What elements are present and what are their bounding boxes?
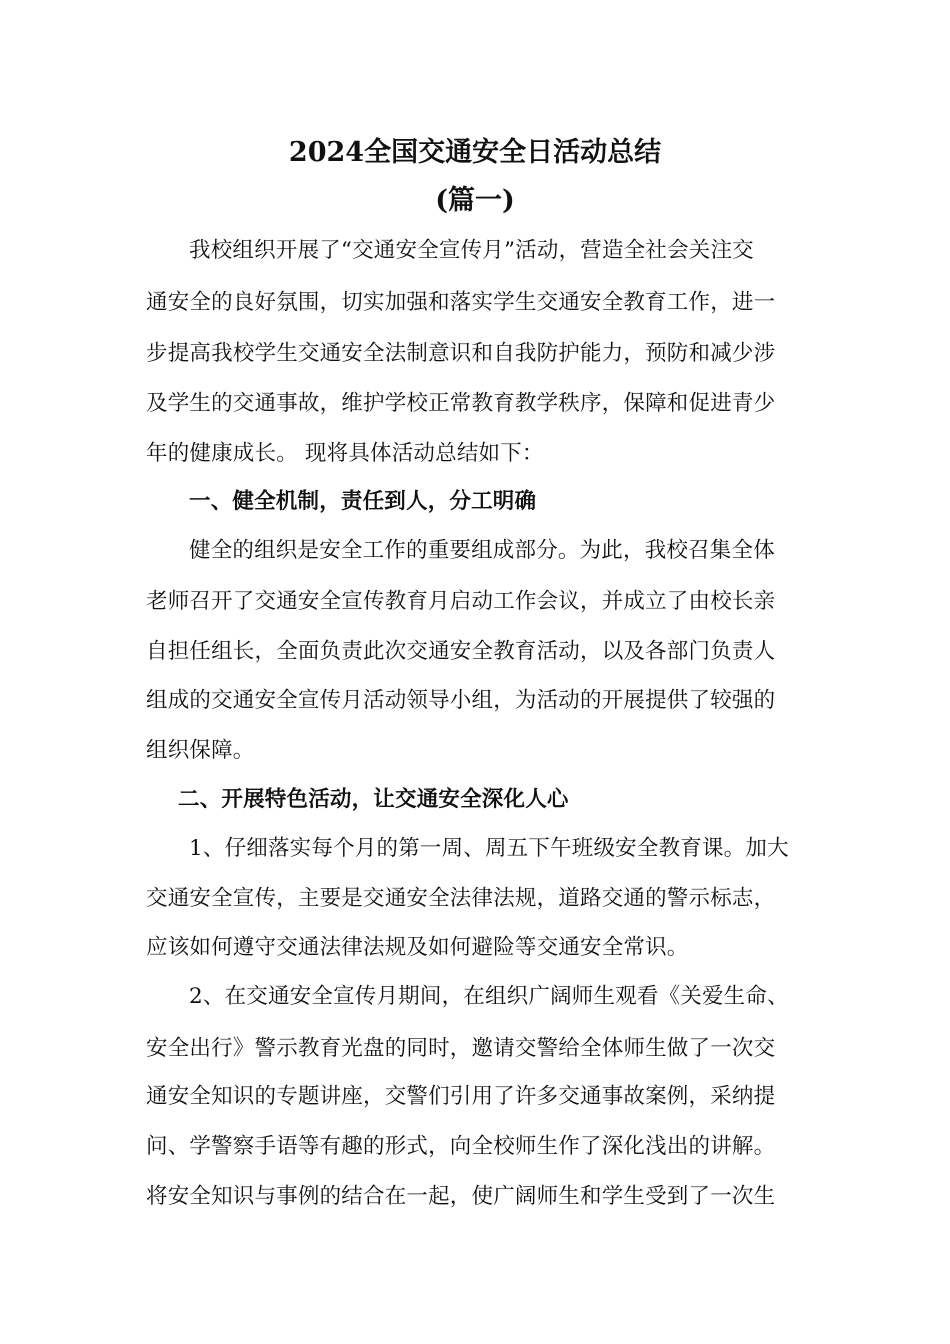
paragraph-line: 我校组织开展了“交通安全宣传月”活动，营造全社会关注交 [189,238,754,263]
paragraph-line: 交通安全宣传，主要是交通安全法律法规，道路交通的警示标志， [146,886,776,911]
paragraph-line: 步提高我校学生交通安全法制意识和自我防护能力，预防和减少涉 [146,341,776,366]
section-heading: 二、开展特色活动，让交通安全深化人心 [178,787,569,812]
paragraph-line: 应该如何遵守交通法律法规及如何避险等交通安全常识。 [146,935,689,960]
paragraph-line: 将安全知识与事例的结合在一起，使广阔师生和学生受到了一次生 [146,1184,776,1209]
paragraph-line: 通安全知识的专题讲座，交警们引用了许多交通事故案例，采纳提 [146,1084,776,1109]
paragraph-line: 健全的组织是安全工作的重要组成部分。为此，我校召集全体 [189,538,775,563]
paragraph-line: 问、学警察手语等有趣的形式，向全校师生作了深化浅出的讲解。 [146,1134,776,1159]
paragraph-line: 自担任组长，全面负责此次交通安全教育活动，以及各部门负责人 [146,639,776,664]
paragraph-line: 通安全的良好氛围，切实加强和落实学生交通安全教育工作，进一 [146,290,776,315]
paragraph-line: 老师召开了交通安全宣传教育月启动工作会议，并成立了由校长亲 [146,589,776,614]
paragraph-line: 2、在交通安全宣传月期间，在组织广阔师生观看《关爱生命、 [189,984,789,1009]
paragraph-line: 组成的交通安全宣传月活动领导小组，为活动的开展提供了较强的 [146,688,776,713]
paragraph-line: 组织保障。 [146,738,255,763]
section-heading: 一、健全机制，责任到人，分工明确 [189,489,537,514]
paragraph-line: 及学生的交通事故，维护学校正常教育教学秩序，保障和促进青少 [146,391,776,416]
paragraph-line: 年的健康成长。 现将具体活动总结如下： [146,441,544,466]
paragraph-line: 1、仔细落实每个月的第一周、周五下午班级安全教育课。加大 [189,836,789,861]
paragraph-line: 安全出行》警示教育光盘的同时，邀请交警给全体师生做了一次交 [146,1036,776,1061]
document-title: 2024全国交通安全日活动总结 [288,137,662,168]
document-subtitle: (篇一) [435,185,515,216]
